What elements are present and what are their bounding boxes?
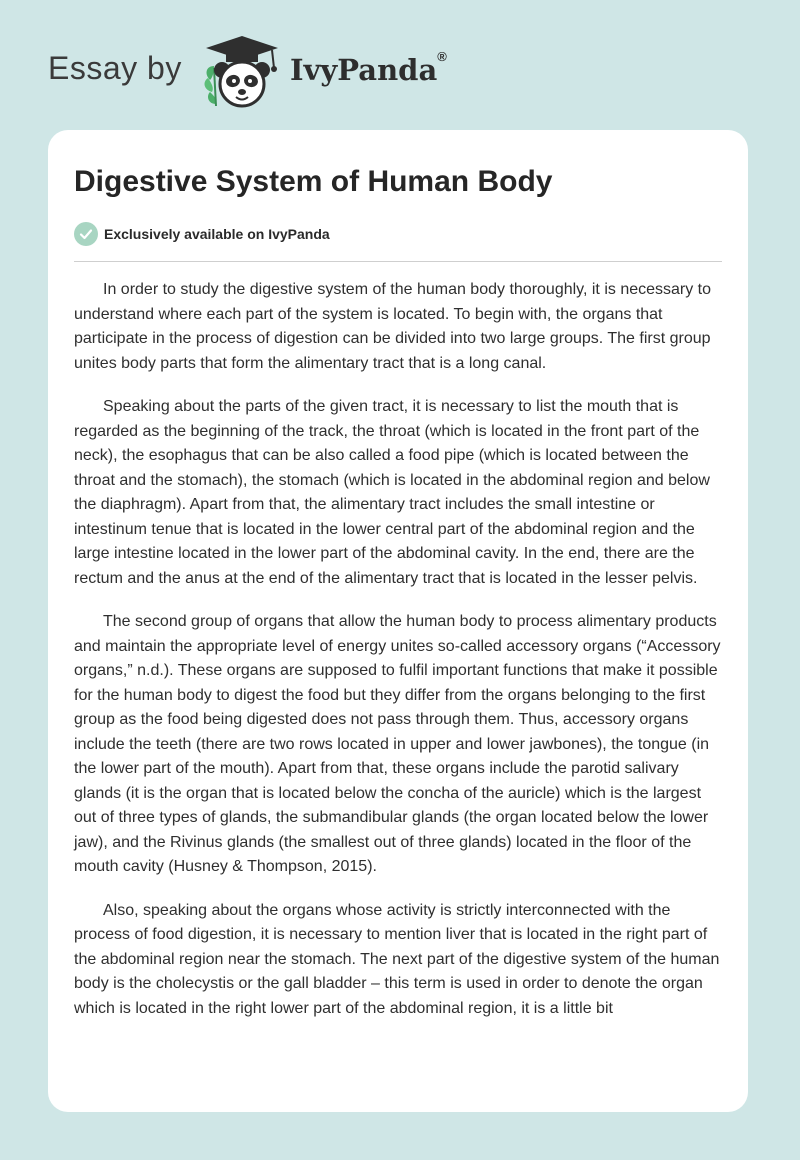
title-divider (74, 261, 722, 262)
exclusive-badge (74, 222, 330, 246)
paragraph: In order to study the digestive system of the human body thoroughly, it is necessary to understand where each part of the system is located. To begin with, the organs that participate in the process of digestion can be divided into two large groups. The first group unites body parts that form the alimentary tract that is a long canal. (74, 281, 712, 372)
exclusive-badge-label: Exclusively available on IvyPanda (104, 226, 330, 242)
paragraph: Speaking about the parts of the given tract, it is necessary to list the mouth that is regarded as the beginning of the track, the throat (which is located in the front part of the neck), the esophagus that can be also called a food pipe (which is located between the throat and the stomach), the stomach (which is located in the abdominal region and below the diaphragm). Apart from that, the alimentary tract includes the small intestine or intestinum tenue that is located in the lower central part of the abdominal region and the large intestine located in the lower part of the abdominal cavity. In the end, there are the rectum and the anus at the end of the alimentary tract that is located in the lesser pelvis. (74, 398, 710, 587)
check-circle-icon (74, 222, 98, 246)
panda-logo-icon[interactable] (202, 34, 282, 110)
paragraph: Also, speaking about the organs whose activity is strictly interconnected with the process of food digestion, it is necessary to mention liver that is located in the right part of the abdominal region near the stomach. The next part of the digestive system of the human body is the cholecystis or the gall bladder – this term is used in order to denote the organ which is located in the right lower part of the abdominal region, it is a little bit (74, 901, 720, 1017)
brand-name-text: IvyPanda (290, 53, 438, 87)
registered-mark: ® (437, 49, 447, 64)
paragraph: The second group of organs that allow the human body to process alimentary products and maintain the appropriate level of energy unites so-called accessory organs (“Accessory organs,” n.d.). These organs are supposed to fulfil important functions that make it possible for the human body to digest the food but they differ from the organs belonging to the first group as the food being digested does not pass through them. Thus, accessory organs include the teeth (there are two rows located in upper and lower jawbones), the tongue (in the lower part of the mouth). Apart from that, these organs include the parotid salivary glands (it is the organ that is located below the concha of the auricle) which is the largest out of three types of glands, the submandibular glands (the organ located below the lower jaw), and the Rivinus glands (the smallest out of three glands) located in the floor of the mouth cavity (Husney & Thompson, 2015). (74, 613, 721, 875)
article-body (74, 278, 722, 1040)
site-header (0, 0, 800, 130)
brand-name[interactable] (290, 49, 447, 87)
article-card (48, 130, 748, 1112)
essay-by-label: Essay by (48, 50, 182, 86)
article-title: Digestive System of Human Body (74, 165, 553, 198)
